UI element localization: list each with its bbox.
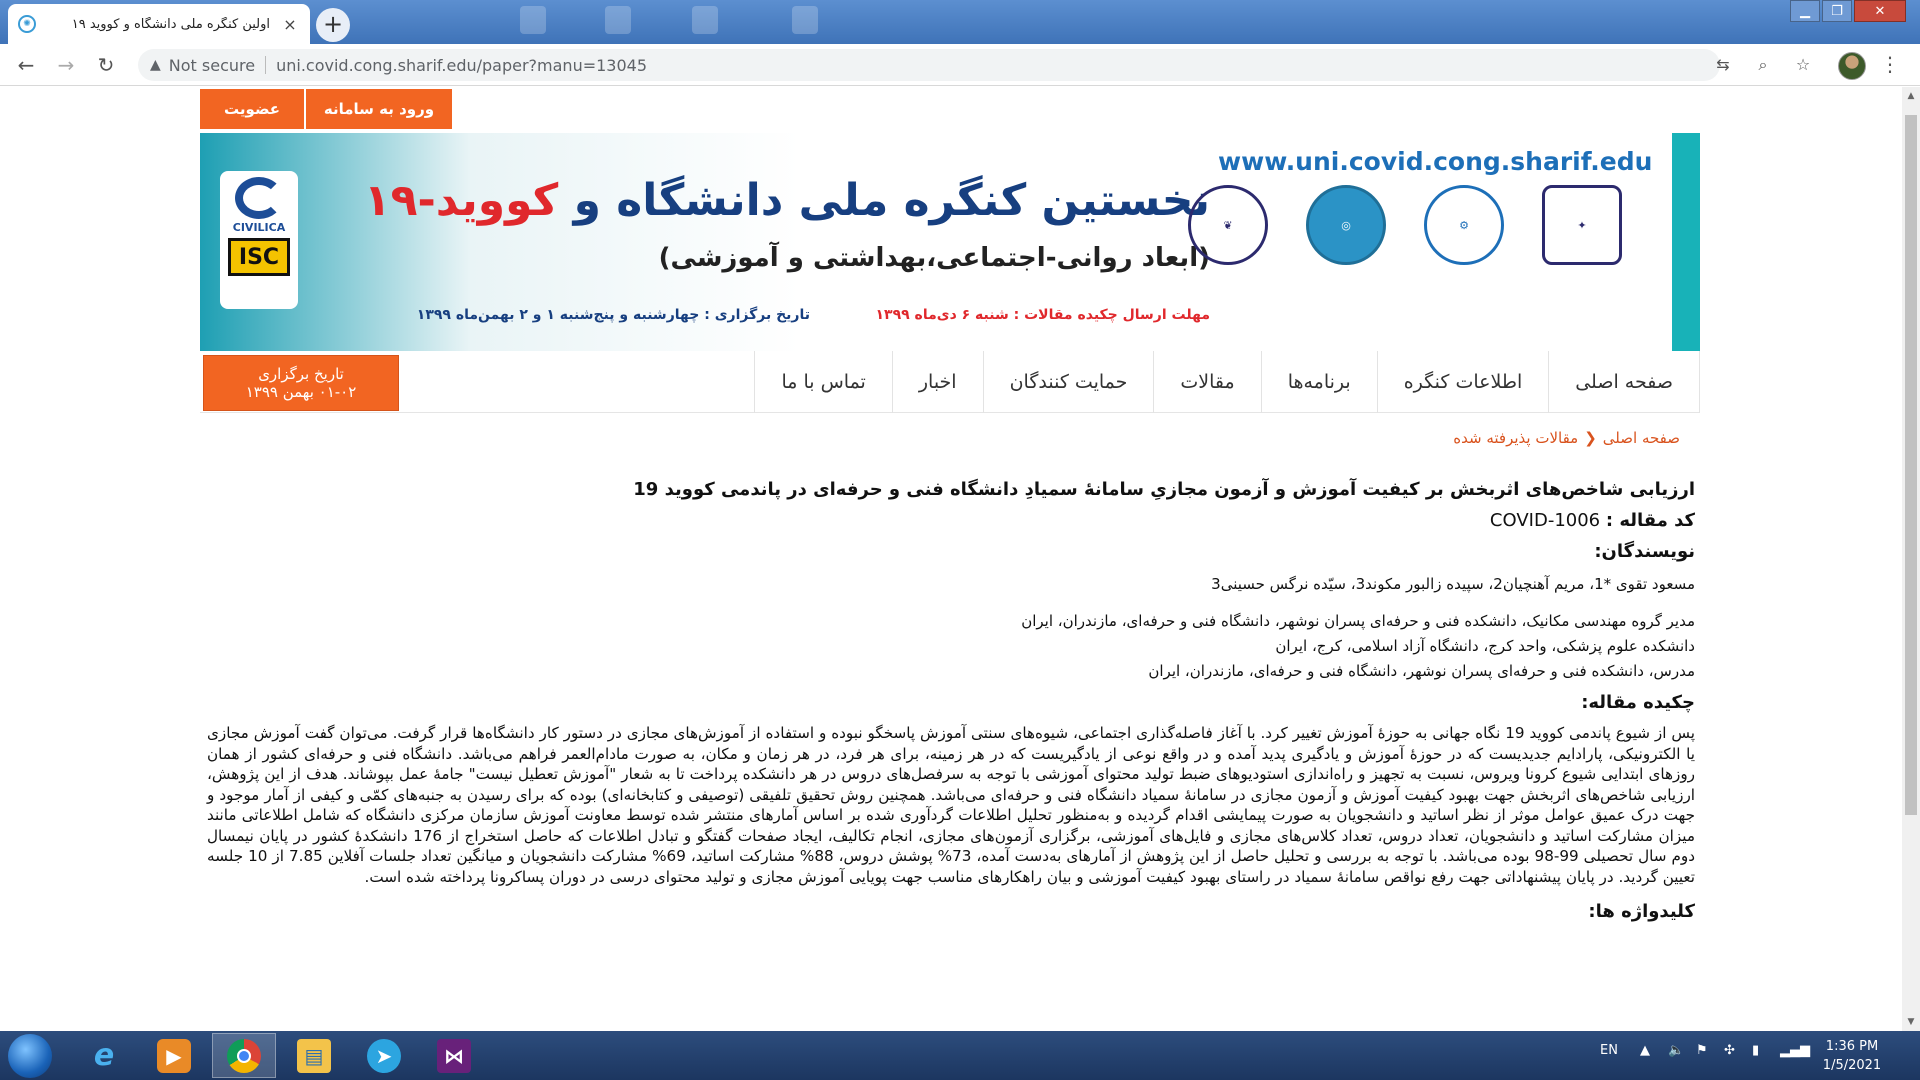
banner-title [364, 175, 1210, 226]
banner-site-url: www.uni.covid.cong.sharif.edu [1218, 147, 1653, 176]
media-player-icon[interactable]: ▶ [142, 1033, 206, 1078]
ministry-logo [1534, 185, 1630, 269]
show-hidden-icons-icon[interactable]: ▲ [1640, 1043, 1650, 1058]
language-indicator[interactable]: EN [1600, 1043, 1618, 1058]
sharif-seal-icon: ⚙ [1424, 185, 1504, 265]
article-title: ارزیابی شاخص‌های اثربخش بر کیفیت آموزش و آزمون مجازیِ سامانهٔ سمیادِ دانشگاه فنی و حرفه‌ای در پاندمی کووید 19 [633, 479, 1695, 500]
event-date-box [203, 355, 399, 411]
nav-item-home[interactable]: صفحه اصلی [1548, 351, 1700, 413]
network-signal-icon[interactable]: ▂▄▆ [1780, 1043, 1810, 1058]
nav-item-sponsors[interactable]: حمایت کنندگان [983, 351, 1154, 413]
url-text[interactable]: uni.covid.cong.sharif.edu/paper?manu=13045 [276, 55, 648, 75]
menu-icon[interactable]: ⋮ [1880, 52, 1900, 76]
abstract-text: پس از شیوع پاندمی کووید 19 نگاه جهانی به حوزهٔ آموزش تغییر کرد. با آغاز فاصله‌گذاری اجتماعی، شیوه‌های سنتی آموزش پاسخگو نبوده و استفاده از آموزش‌های مجازی در دستور کار دانشگاه‌ها قرار گرفت. می‌توان گفت آموزش مجازی یا الکترونیکی، پارادایم جدیدیست که در حوزهٔ آموزش و یادگیری پدید آمده و در واقع نوعی از یادگیریست که در هر زمینه، برای هر فرد، در هر زمان و مکان، به صورت مادام‌العمر فراهم می‌باشد. دانشگاه فنی و حرفه‌ای کشور از همان روزهای ابتدایی شیوع کرونا ویروس، نسبت به تجهیز و راه‌اندازی استودیوهای ضبط تولید محتوای آموزشی با توجه به سرفصل‌های دروس در هر دانشکده پرداخت تا به شعار "آموزش تعطیل نیست" جامهٔ عمل بپوشاند. هدف از این پژوهش، ارزیابی شاخص‌های اثربخش جهت بهبود کیفیت آموزش و آزمون مجازی در سامانهٔ سمیاد دانشگاه فنی و حرفه‌ای می‌باشد. همچنین روش تحقیق تلفیقی (توصیفی و کتابخانه‌ای) بوده که برای رسیدن به جنبه‌های کمّی و کیفی از آمار موجود و جهت درک عمیق عوامل موثر از نظر اساتید و دانشجویان به صورت پیمایشی اقدام گردیده و به‌منظور تحلیل اطلاعات گردآوری شده بر اساس آمارهای منتشر شده توسط معاونت آموزش سازمان مرکزی دانشگاه که شامل اطلاعاتی مانند میزان مشارکت اساتید و دانشجویان، تعداد دروس، تعداد کلاس‌های مجازی و فایل‌های آموزشی، برگزاری آزمون‌های مجازی، انجام تکالیف، ایجاد صفحات گفتگو و تبادل اطلاعات که حاصل استخراج از 176 دانشکدهٔ کشور در پایان نیمسال دوم سال تحصیلی 99-98 بوده می‌باشد. با توجه به بررسی و تحلیل حاصل از این پژوهش از آمارهای به‌دست آمده، 73% پوشش دروس، 88% مشارکت اساتید، 69% مشارکت دانشجویان و میانگین تعداد جلسات آفلاین 7.85 از 10 جلسه تعیین گردید. در پایان پیشنهاداتی جهت رفع نواقص سامانهٔ سمیاد در راستای بهبود کیفیت آموزشی و بیان راهکارهای مناسب جهت پویایی آموزش مجازی و تولید محتوای درسی در دوران پساکرونا پرداخته شده است. [207, 724, 1696, 886]
scrollbar-thumb[interactable] [1905, 115, 1917, 815]
scroll-up-icon[interactable]: ▲ [1907, 91, 1915, 101]
minimize-window-icon[interactable]: ▁ [1790, 0, 1820, 22]
nav-item-congress-info[interactable]: اطلاعات کنگره [1377, 351, 1549, 413]
active-tab[interactable] [8, 4, 310, 44]
abstract-heading: چکیده مقاله: [1581, 692, 1695, 713]
internet-explorer-icon[interactable]: e [93, 1038, 115, 1073]
article-code [207, 510, 1695, 531]
clock-date: 1/5/2021 [1822, 1058, 1882, 1073]
tehran-logo [1298, 185, 1394, 269]
clock-time: 1:36 PM [1825, 1039, 1879, 1054]
shiraz-seal-icon: ❦ [1188, 185, 1268, 265]
authors-list: مسعود تقوی *1، مریم آهنچیان2، سپیده زالبور مکوند3، سیّده نرگس حسینی3 [1211, 575, 1695, 593]
background-window-icon [605, 6, 631, 34]
visual-studio-icon[interactable]: ⋈ [422, 1033, 486, 1078]
address-bar[interactable] [138, 49, 1720, 81]
warning-icon: ▲ [150, 57, 161, 73]
congress-banner [200, 133, 1700, 351]
star-icon[interactable]: ☆ [1795, 55, 1811, 74]
dropbox-icon[interactable]: ✣ [1724, 1043, 1735, 1058]
action-center-flag-icon[interactable]: ⚑ [1696, 1043, 1708, 1058]
system-clock[interactable] [1820, 1037, 1884, 1075]
browser-tab-strip [0, 0, 1920, 44]
banner-title-highlight: کووید-۱۹ [363, 175, 559, 226]
profile-avatar[interactable] [1838, 52, 1866, 80]
banner-title-text: نخستین کنگره ملی دانشگاه و [573, 175, 1210, 226]
file-explorer-icon[interactable]: ▤ [282, 1033, 346, 1078]
chrome-icon[interactable] [212, 1033, 276, 1078]
civilica-isc-logo[interactable] [220, 171, 298, 309]
site-favicon-icon: ✺ [18, 15, 36, 33]
ministry-seal-icon: ✦ [1542, 185, 1622, 265]
start-button-icon[interactable] [8, 1034, 52, 1078]
banner-accent-strip [1672, 133, 1700, 351]
back-icon[interactable]: ← [17, 53, 35, 77]
membership-button[interactable]: عضویت [200, 89, 304, 129]
web-page [0, 87, 1902, 1031]
maximize-window-icon[interactable]: ❐ [1822, 0, 1852, 22]
article [207, 479, 1695, 932]
breadcrumb-home[interactable]: صفحه اصلی [1602, 429, 1680, 447]
new-tab-button[interactable]: + [316, 8, 350, 42]
nav-item-papers[interactable]: مقالات [1153, 351, 1260, 413]
nav-item-news[interactable]: اخبار [892, 351, 983, 413]
divider [265, 56, 266, 74]
article-code-label: کد مقاله : [1605, 510, 1695, 531]
isc-label: ISC [228, 238, 290, 276]
background-window-icon [692, 6, 718, 34]
page-scrollbar[interactable] [1902, 87, 1920, 1031]
keywords-heading: کلیدواژه ها: [1588, 901, 1695, 922]
breadcrumb [1453, 429, 1680, 447]
nav-item-programs[interactable]: برنامه‌ها [1261, 351, 1377, 413]
tab-title: اولین کنگره ملی دانشگاه و کووید ۱۹ [71, 16, 270, 32]
windows-taskbar [0, 1031, 1920, 1080]
zoom-icon[interactable]: ⌕ [1758, 55, 1768, 74]
nav-item-contact[interactable]: تماس با ما [754, 351, 891, 413]
forward-icon[interactable]: → [57, 53, 75, 77]
university-logos [1180, 185, 1630, 269]
event-date-label: تاریخ برگزاری [258, 365, 344, 383]
browser-toolbar [0, 44, 1920, 86]
reload-icon[interactable]: ↻ [97, 53, 115, 77]
shiraz-logo [1180, 185, 1276, 269]
affiliation-3: مدرس، دانشکده فنی و حرفه‌ای پسران نوشهر، دانشگاه فنی و حرفه‌ای، مازندران، ایران [1148, 662, 1695, 680]
security-label[interactable]: Not secure [168, 55, 256, 75]
affiliation-2: دانشکده علوم پزشکی، واحد کرج، دانشگاه آزاد اسلامی، کرج، ایران [1275, 637, 1695, 655]
chevron-left-icon: ❮ [1584, 429, 1597, 447]
background-window-icon [792, 6, 818, 34]
civilica-icon [235, 177, 283, 219]
article-code-value: 1006-COVID [1489, 510, 1601, 531]
background-window-icon [520, 6, 546, 34]
banner-subtitle: (ابعاد روانی-اجتماعی،بهداشتی و آموزشی) [658, 243, 1210, 273]
main-nav [200, 351, 1700, 413]
sharif-logo [1416, 185, 1512, 269]
close-tab-icon[interactable]: × [283, 14, 297, 34]
nav-menu [754, 351, 1700, 413]
authors-heading: نویسندگان: [1594, 541, 1695, 562]
translate-icon[interactable]: ⇆ [1716, 55, 1730, 74]
breadcrumb-current[interactable]: مقالات پذیرفته شده [1453, 429, 1579, 447]
abstract-deadline: مهلت ارسال چکیده مقالات : شنبه ۶ دی‌ماه ۱۳۹۹ [875, 307, 1210, 323]
event-date: تاریخ برگزاری : چهارشنبه و پنج‌شنبه ۱ و ۲ بهمن‌ماه ۱۳۹۹ [416, 307, 810, 323]
event-date-value: ۰۱-۰۲ بهمن ۱۳۹۹ [245, 383, 357, 401]
scroll-down-icon[interactable]: ▼ [1907, 1017, 1915, 1027]
battery-icon[interactable]: ▮ [1752, 1043, 1760, 1058]
volume-icon[interactable]: 🔈 [1668, 1043, 1685, 1058]
civilica-label: CIVILICA [232, 221, 286, 234]
close-window-icon[interactable]: ✕ [1854, 0, 1906, 22]
telegram-icon[interactable]: ➤ [352, 1033, 416, 1078]
affiliation-1: مدیر گروه مهندسی مکانیک، دانشکده فنی و حرفه‌ای پسران نوشهر، دانشگاه فنی و حرفه‌ای، مازندران، ایران [1021, 612, 1695, 630]
tehran-seal-icon: ◎ [1306, 185, 1386, 265]
login-button[interactable]: ورود به سامانه [306, 89, 452, 129]
